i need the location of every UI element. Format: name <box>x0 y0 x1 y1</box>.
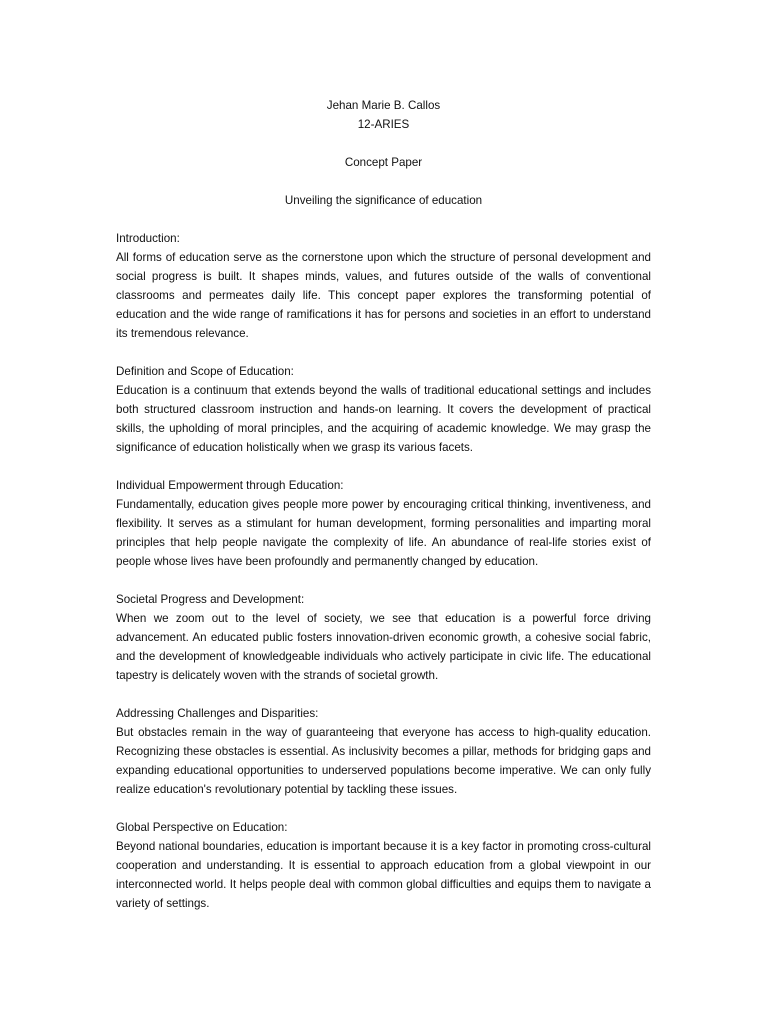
section-global-perspective <box>116 818 651 913</box>
section-heading: Introduction: <box>116 232 180 245</box>
section-heading: Addressing Challenges and Disparities: <box>116 707 319 720</box>
section-definition-scope <box>116 362 651 457</box>
class-section: 12-ARIES <box>357 118 410 131</box>
section-heading: Individual Empowerment through Education: <box>116 479 344 492</box>
paper-title: Unveiling the significance of education <box>284 194 483 207</box>
document-page <box>116 96 651 913</box>
section-heading: Definition and Scope of Education: <box>116 365 294 378</box>
section-paragraph: But obstacles remain in the way of guaranteeing that everyone has access to high-quality education. Recognizing these obstacles is essential. As inclusivity becomes a pillar, methods for bridging gaps and expanding educational opportunities to underserved populations become imperative. We can only fully realize education's revolutionary potential by tackling these issues. <box>116 726 651 796</box>
author-name: Jehan Marie B. Callos <box>326 99 441 112</box>
section-paragraph: Fundamentally, education gives people more power by encouraging critical thinking, inventiveness, and flexibility. It serves as a stimulant for human development, forming personalities and imparting moral principles that help people navigate the complexity of life. An abundance of real-life stories exist of people whose lives have been profoundly and permanently changed by education. <box>116 498 651 568</box>
section-paragraph: Education is a continuum that extends beyond the walls of traditional educational settings and includes both structured classroom instruction and hands-on learning. It covers the development of practical skills, the upholding of moral principles, and the acquiring of academic knowledge. We may grasp the significance of education holistically when we grasp its various facets. <box>116 384 651 454</box>
spacer <box>116 134 651 153</box>
section-societal-progress <box>116 590 651 685</box>
section-introduction <box>116 229 651 343</box>
section-paragraph: Beyond national boundaries, education is important because it is a key factor in promoting cross-cultural cooperation and understanding. It is essential to approach education from a global viewpoint in our interconnected world. It helps people deal with common global difficulties and equips them to navigate a variety of settings. <box>116 840 651 910</box>
section-heading: Societal Progress and Development: <box>116 593 305 606</box>
spacer <box>116 172 651 191</box>
section-paragraph: When we zoom out to the level of society, we see that education is a powerful force driving advancement. An educated public fosters innovation-driven economic growth, a cohesive social fabric, and the development of knowledgeable individuals who actively participate in civic life. The educational tapestry is delicately woven with the strands of societal growth. <box>116 612 651 682</box>
document-type: Concept Paper <box>344 156 423 169</box>
section-heading: Global Perspective on Education: <box>116 821 288 834</box>
section-challenges-disparities <box>116 704 651 799</box>
section-individual-empowerment <box>116 476 651 571</box>
section-paragraph: All forms of education serve as the cornerstone upon which the structure of personal development and social progress is built. It shapes minds, values, and futures outside of the walls of conventional classrooms and permeates daily life. This concept paper explores the transforming potential of education and the wide range of ramifications it has for persons and societies in an effort to understand its tremendous relevance. <box>116 251 651 340</box>
